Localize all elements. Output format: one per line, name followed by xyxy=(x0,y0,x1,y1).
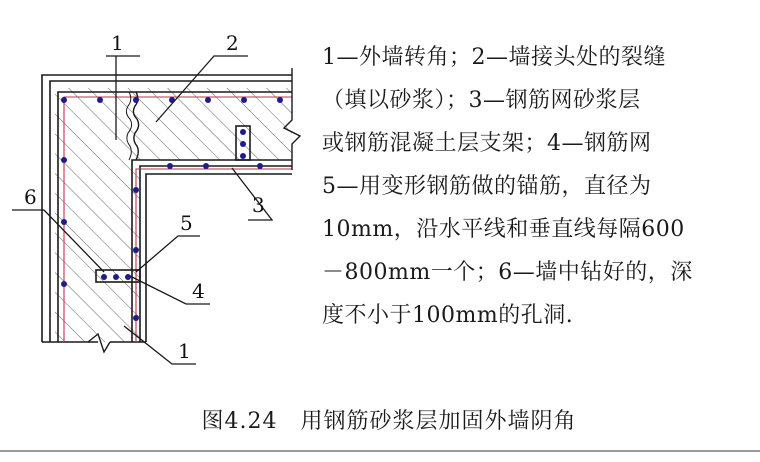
rebar-dot xyxy=(61,281,67,287)
footer-divider xyxy=(0,450,760,452)
rebar-dot xyxy=(125,274,131,280)
legend-line-6: －800mm一个；6—墙中钻好的，深 xyxy=(322,260,693,285)
rebar-dot xyxy=(133,315,139,321)
rebar-dot xyxy=(61,97,67,103)
rebar-dot xyxy=(133,97,139,103)
rebar-dot xyxy=(240,153,246,159)
label-6: 6 xyxy=(24,185,37,209)
rebar-dot xyxy=(101,274,107,280)
legend-line-5: 10mm，沿水平线和垂直线每隔600 xyxy=(322,217,685,242)
legend-line-3: 或钢筋混凝土层支架；4—钢筋网 xyxy=(322,131,652,156)
rebar-dot xyxy=(133,247,139,253)
rebar-dot xyxy=(97,97,103,103)
wall-hatch xyxy=(55,88,295,348)
legend-line-2: （填以砂浆）；3—钢筋网砂浆层 xyxy=(322,88,641,113)
label-3: 3 xyxy=(252,193,265,217)
legend-line-4: 5—用变形钢筋做的锚筋，直径为 xyxy=(322,174,652,199)
label-4: 4 xyxy=(192,279,205,303)
rebar-dot xyxy=(61,157,67,163)
legend-line-7: 度不小于100mm的孔洞. xyxy=(322,303,574,328)
label-5: 5 xyxy=(180,211,193,235)
label-2: 2 xyxy=(226,31,239,55)
rebar-dot xyxy=(277,97,283,103)
legend-description xyxy=(322,36,752,337)
rebar-dot xyxy=(203,163,209,169)
legend-line-1: 1—外墙转角；2—墙接头处的裂缝 xyxy=(322,45,666,70)
rebar-dot xyxy=(167,163,173,169)
rebar-dot xyxy=(113,274,119,280)
rebar-dot xyxy=(240,141,246,147)
rebar-dot xyxy=(241,97,247,103)
figure-caption: 图4.24 用钢筋砂浆层加固外墙阴角 xyxy=(201,409,577,434)
label-1-bottom: 1 xyxy=(178,339,191,363)
rebar-dot xyxy=(257,163,263,169)
rebar-dot xyxy=(61,219,67,225)
rebar-dot xyxy=(240,129,246,135)
rebar-dot xyxy=(205,97,211,103)
rebar-dot xyxy=(133,187,139,193)
label-1-top: 1 xyxy=(111,31,124,55)
wall-corner-diagram xyxy=(0,0,320,400)
